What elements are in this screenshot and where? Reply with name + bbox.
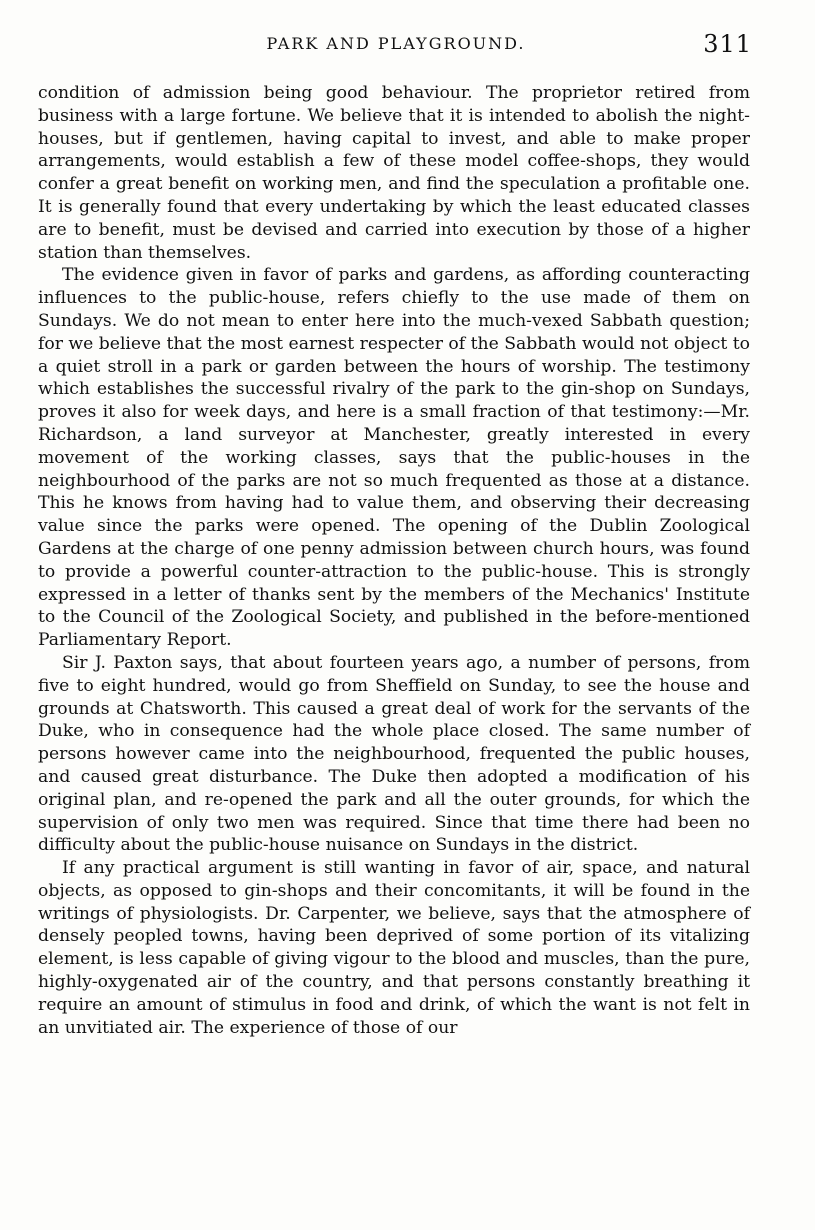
body-text [38,82,750,1039]
running-head [40,30,752,64]
paragraph-paxton: Sir J. Paxton says, that about fourteen years ago, a number of persons, from five to eight hundred, would go from Sheffield on Sunday, to see the house and grounds at Chatsworth. This caused a great deal of work for the servants of the Duke, who in consequence had the whole place closed. The same number of persons however came into the neighbourhood, frequented the public houses, and caused great disturbance. The Duke then adopted a modification of his original plan, and re-opened the park and all the outer grounds, for which the supervision of only two men was required. Since that time there had been no difficulty about the public-house nuisance on Sundays in the district. [38,652,750,856]
running-title: PARK AND PLAYGROUND. [266,34,526,53]
page-number: 311 [703,30,752,58]
paragraph-parks-evidence: The evidence given in favor of parks and gardens, as affording counteracting influences to the public-house, refers chiefly to the use made of them on Sundays. We do not mean to enter here into the much-vexed Sabbath question; for we believe that the most earnest respecter of the Sabbath would not object to a quiet stroll in a park or garden between the hours of worship. The testimony which establishes the successful rivalry of the park to the gin-shop on Sundays, proves it also for week days, and here is a small fraction of that testimony:—Mr. Richardson, a land surveyor at Manchester, greatly interested in every movement of the working classes, says that the public-houses in the neighbourhood of the parks are not so much frequented as those at a distance. This he knows from having had to value them, and observing their decreasing value since the parks were opened. The opening of the Dublin Zoological Gardens at the charge of one penny admission between church hours, was found to provide a powerful counter-attraction to the public-house. This is strongly expressed in a letter of thanks sent by the members of the Mechanics' Institute to the Council of the Zoological Society, and published in the before-mentioned Parliamentary Report. [38,265,750,651]
paragraph-physiologists: If any practical argument is still wanting in favor of air, space, and natural objects, as opposed to gin-shops and their concomitants, it will be found in the writings of physiologists. Dr. Carpenter, we believe, says that the atmosphere of densely peopled towns, having been deprived of some portion of its vitalizing element, is less capable of giving vigour to the blood and muscles, than the pure, highly-oxygenated air of the country, and that persons constantly breathing it require an amount of stimulus in food and drink, of which the want is not felt in an unvitiated air. The experience of those of our [38,858,750,1038]
paragraph-continuation: condition of admission being good behaviour. The proprietor retired from business with a large fortune. We believe that it is intended to abolish the night-houses, but if gentlemen, having capital to invest, and able to make proper arrangements, would establish a few of these model coffee-shops, they would confer a great benefit on working men, and find the speculation a profitable one. It is generally found that every undertaking by which the least educated classes are to benefit, must be devised and carried into execution by those of a higher station than themselves. [38,83,750,263]
